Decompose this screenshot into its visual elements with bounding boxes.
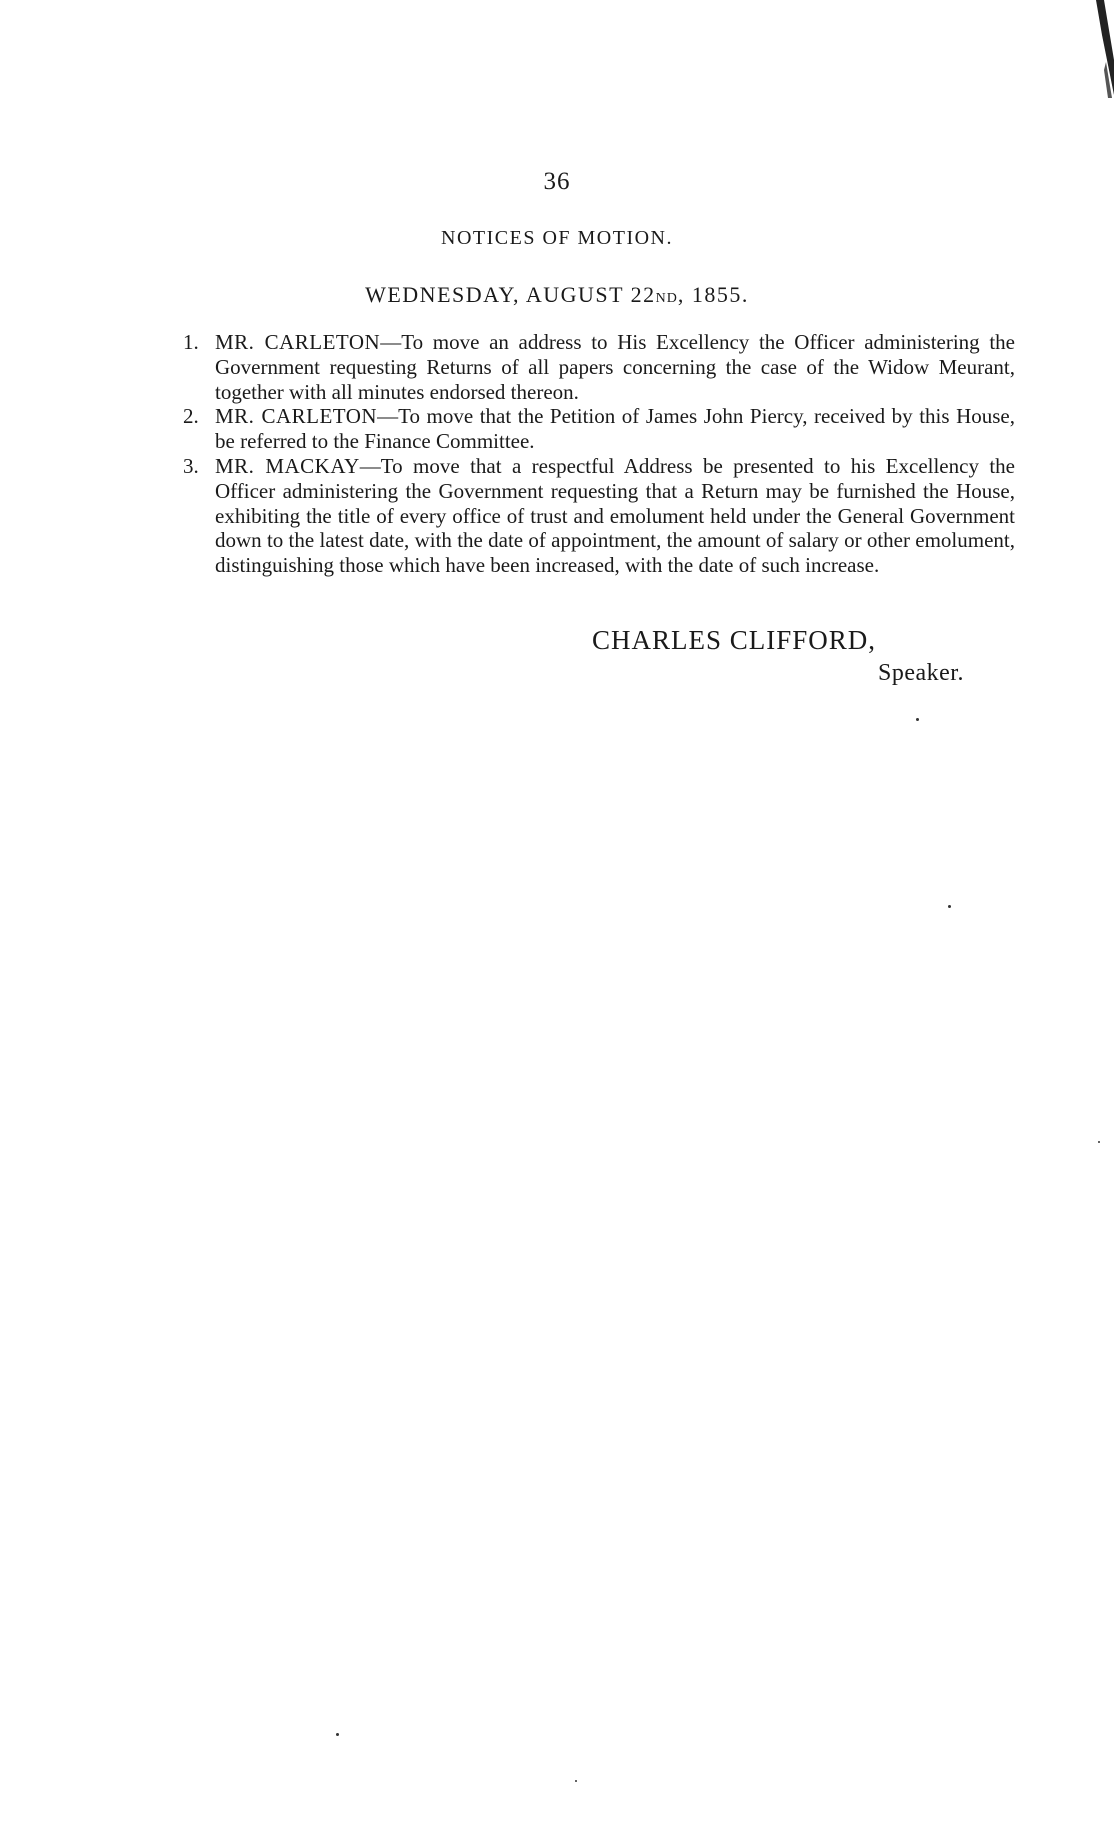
- session-date-main: WEDNESDAY, AUGUST 22: [365, 282, 656, 307]
- motion-item: [183, 404, 1015, 454]
- signatory-title: Speaker.: [878, 660, 964, 686]
- motion-item: [183, 454, 1015, 578]
- motion-number: 2.: [183, 404, 199, 429]
- motion-text: —To move that a respectful Address be presented to his Excellency the Officer administering the Government requesting that a Return may be furnished the House, exhibiting the title of every office of trust and emolument held under the General Government down to the latest date, with the date of appointment, the amount of salary or other emolument, distinguishing those which have been increased, with the date of such increase.: [215, 453, 1016, 578]
- session-date-year: , 1855.: [677, 282, 749, 307]
- motion-mover: MR. CARLETON: [215, 404, 378, 429]
- motion-item: [183, 330, 1015, 404]
- scan-speck: [575, 1780, 577, 1782]
- motion-mover: MR. MACKAY: [215, 453, 360, 478]
- motion-text: —To move that the Petition of James John Piercy, received by this House, be referred to the Finance Committee.: [215, 404, 1015, 454]
- motion-number: 1.: [183, 330, 199, 354]
- scan-speck: [948, 905, 951, 908]
- signatory-name: CHARLES CLIFFORD,: [592, 625, 877, 655]
- page-number: 36: [543, 168, 571, 195]
- scan-speck: [336, 1733, 339, 1736]
- page-heading: NOTICES OF MOTION.: [441, 227, 673, 249]
- scan-edge-mark: [1092, 0, 1114, 100]
- session-date: [0, 282, 1114, 308]
- motion-text: —To move an address to His Excellency the Officer administering the Government requesting Returns of all papers concerning the case of the Widow Meurant, together with all minutes endorsed thereon.: [215, 330, 1016, 404]
- motion-number: 3.: [183, 453, 199, 478]
- motions-list: [183, 330, 1015, 578]
- scan-speck: [1098, 1141, 1100, 1143]
- session-date-suffix: ND: [655, 291, 678, 306]
- scan-speck: [916, 718, 919, 721]
- motion-mover: MR. CARLETON: [215, 330, 381, 354]
